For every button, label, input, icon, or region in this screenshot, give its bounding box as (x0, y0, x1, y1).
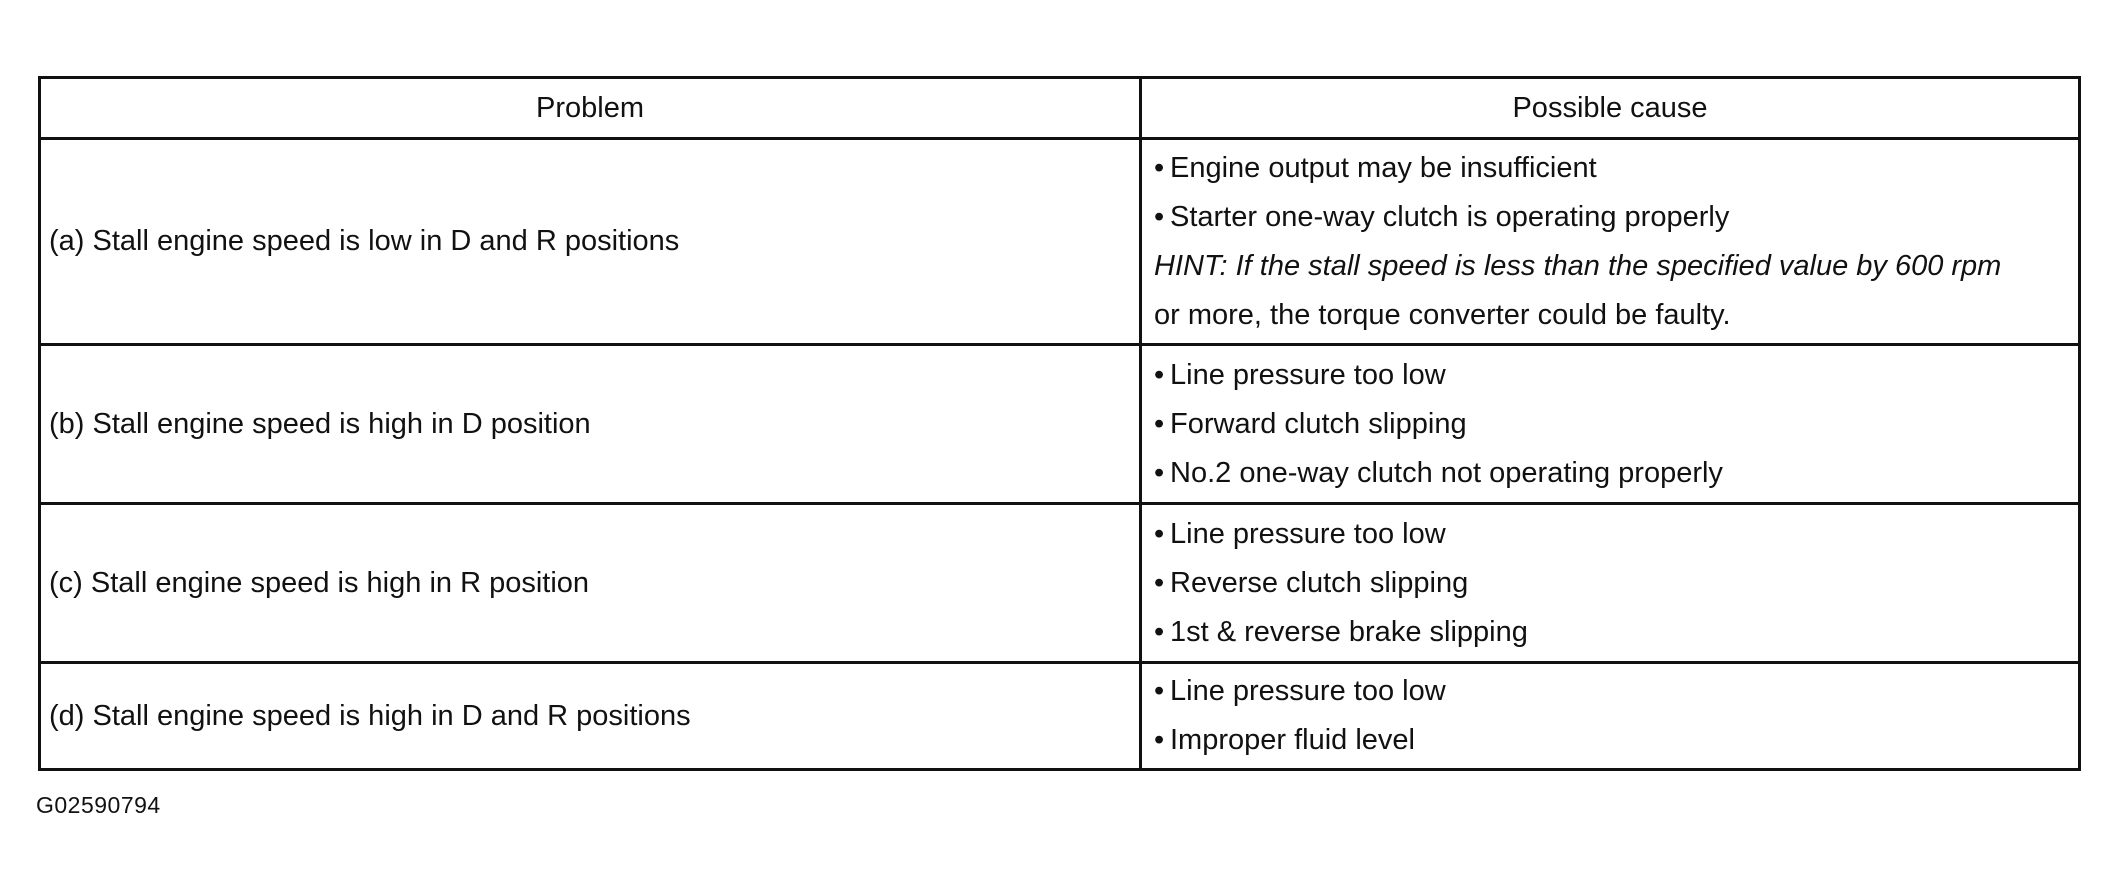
cause-item (1154, 608, 2078, 657)
problem-text: (b) Stall engine speed is high in D position (49, 407, 591, 440)
cause-text: Engine output may be insufficient (1170, 151, 1597, 184)
bullet-icon: • (1154, 200, 1165, 233)
bullet-icon: • (1154, 675, 1165, 707)
cause-cell (1142, 505, 2078, 661)
problem-cell (41, 346, 1142, 502)
problem-cell (41, 505, 1142, 661)
table-row (41, 661, 2078, 768)
cause-text: No.2 one-way clutch not operating properly (1170, 456, 1723, 489)
cause-cell (1142, 664, 2078, 768)
table-header-row (41, 79, 2078, 137)
cause-item (1154, 510, 2078, 559)
table-row (41, 137, 2078, 343)
troubleshooting-table (38, 76, 2081, 771)
bullet-icon: • (1154, 566, 1165, 599)
cause-text: Forward clutch slipping (1170, 407, 1467, 440)
cause-item (1154, 351, 2078, 400)
table-row (41, 343, 2078, 502)
cause-item (1154, 193, 2078, 242)
cause-item (1154, 716, 2078, 765)
cause-item (1154, 559, 2078, 608)
header-cause (1142, 79, 2078, 137)
cause-text: 1st & reverse brake slipping (1170, 615, 1528, 648)
cause-text: Line pressure too low (1170, 517, 1446, 550)
cause-item (1154, 449, 2078, 498)
bullet-icon: • (1154, 358, 1165, 391)
problem-text: (d) Stall engine speed is high in D and R positions (49, 699, 691, 732)
cause-text: Line pressure too low (1170, 675, 1446, 707)
hint-line: HINT: If the stall speed is less than the specified value by 600 rpm (1154, 249, 2002, 282)
bullet-icon: • (1154, 151, 1165, 184)
bullet-icon: • (1154, 456, 1165, 489)
cause-item (1154, 667, 2078, 716)
problem-cell (41, 140, 1142, 343)
table-row (41, 502, 2078, 661)
header-problem-label: Problem (536, 91, 644, 124)
cause-text: Improper fluid level (1170, 724, 1415, 756)
header-problem (41, 79, 1142, 137)
problem-text: (c) Stall engine speed is high in R position (49, 566, 590, 599)
problem-text: (a) Stall engine speed is low in D and R positions (49, 225, 680, 257)
bullet-icon: • (1154, 517, 1165, 550)
cause-text: Reverse clutch slipping (1170, 566, 1469, 599)
bullet-icon: • (1154, 615, 1165, 648)
figure-id: G02590794 (36, 792, 161, 818)
cause-cell (1142, 140, 2078, 343)
cause-cell (1142, 346, 2078, 502)
hint-line: or more, the torque converter could be faulty. (1154, 298, 1731, 331)
cause-text: Line pressure too low (1170, 358, 1446, 391)
header-cause-label: Possible cause (1512, 91, 1708, 124)
cause-item (1154, 400, 2078, 449)
cause-item (1154, 144, 2078, 193)
bullet-icon: • (1154, 724, 1165, 756)
cause-text: Starter one-way clutch is operating properly (1170, 200, 1730, 233)
problem-cell (41, 664, 1142, 768)
bullet-icon: • (1154, 407, 1165, 440)
